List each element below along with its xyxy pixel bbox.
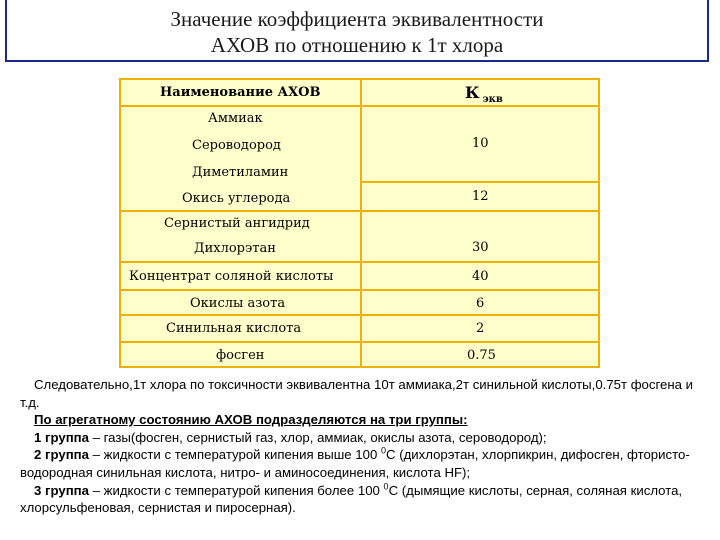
table-row-line: [360, 105, 600, 107]
table-row-line: [119, 105, 362, 107]
substance-name: Сероводород: [192, 138, 281, 153]
substance-name: Диметиламин: [192, 165, 289, 180]
coefficient-table: [119, 78, 600, 368]
table-row-line: [119, 314, 362, 316]
table-border-left: [119, 78, 121, 368]
k-value: 12: [472, 189, 489, 204]
table-row-line: [360, 261, 600, 263]
header-name: Наименование АХОВ: [160, 85, 321, 100]
table-row-line: [119, 210, 362, 212]
paragraph-group-3: 3 группа – жидкости с температурой кипения более 100 $^0$С (дымящие кислоты, серная, соляная кислота, хлорсульфеновая, сернистая и пиросерная).: [20, 481, 683, 516]
k-value: 6: [476, 296, 485, 311]
paragraph-conclusion: Следовательно,1т хлора по токсичности эквивалентна 10т аммиака,2т синильной кислоты,0.75т фосгена и т.д.: [20, 377, 693, 410]
paragraph-group-1: 1 группа – газы(фосген, сернистый газ, хлор, аммиак, окислы азота, сероводород);: [34, 429, 547, 445]
header-k-subscript: экв: [482, 94, 503, 105]
table-row-line: [360, 314, 600, 316]
substance-name: фосген: [216, 348, 265, 363]
title-line-2: АХОВ по отношению к 1т хлора: [210, 33, 504, 57]
table-row-line: [360, 289, 600, 291]
table-row-line: [119, 261, 362, 263]
k-value: 2: [476, 321, 485, 336]
table-row-line: [360, 341, 600, 343]
slide-title: [5, 0, 709, 62]
paragraph-group-2: 2 группа – жидкости с температурой кипения выше 100 $^0$С (дихлорэтан, хлорпикрин, дифосген, фтористо-водородная синильная кислота, нитро- и аминосоединения, кислота HF);: [20, 445, 690, 480]
table-border-right: [598, 78, 600, 368]
k-value: 0.75: [467, 348, 496, 363]
table-column-divider: [360, 78, 362, 368]
substance-name: Синильная кислота: [166, 321, 302, 336]
k-value: 10: [472, 136, 489, 151]
k-value: 40: [472, 269, 489, 284]
substance-name: Дихлорэтан: [194, 241, 276, 256]
substance-name: Концентрат соляной кислоты: [129, 269, 334, 284]
title-line-1: Значение коэффициента эквивалентности: [170, 7, 544, 31]
table-row-line: [360, 181, 600, 183]
substance-name: Окислы азота: [190, 296, 286, 311]
table-row-line: [360, 210, 600, 212]
substance-name: Сернистый ангидрид: [164, 216, 310, 231]
header-k: К $_{экв}$: [465, 83, 503, 105]
body-text: [20, 376, 712, 517]
substance-name: Окись углерода: [182, 191, 291, 206]
table-row-line: [119, 341, 362, 343]
table-row-line: [119, 289, 362, 291]
k-value: 30: [472, 240, 489, 255]
paragraph-groups-heading: По агрегатному состоянию АХОВ подразделяются на три группы:: [34, 412, 468, 428]
substance-name: Аммиак: [208, 111, 263, 126]
